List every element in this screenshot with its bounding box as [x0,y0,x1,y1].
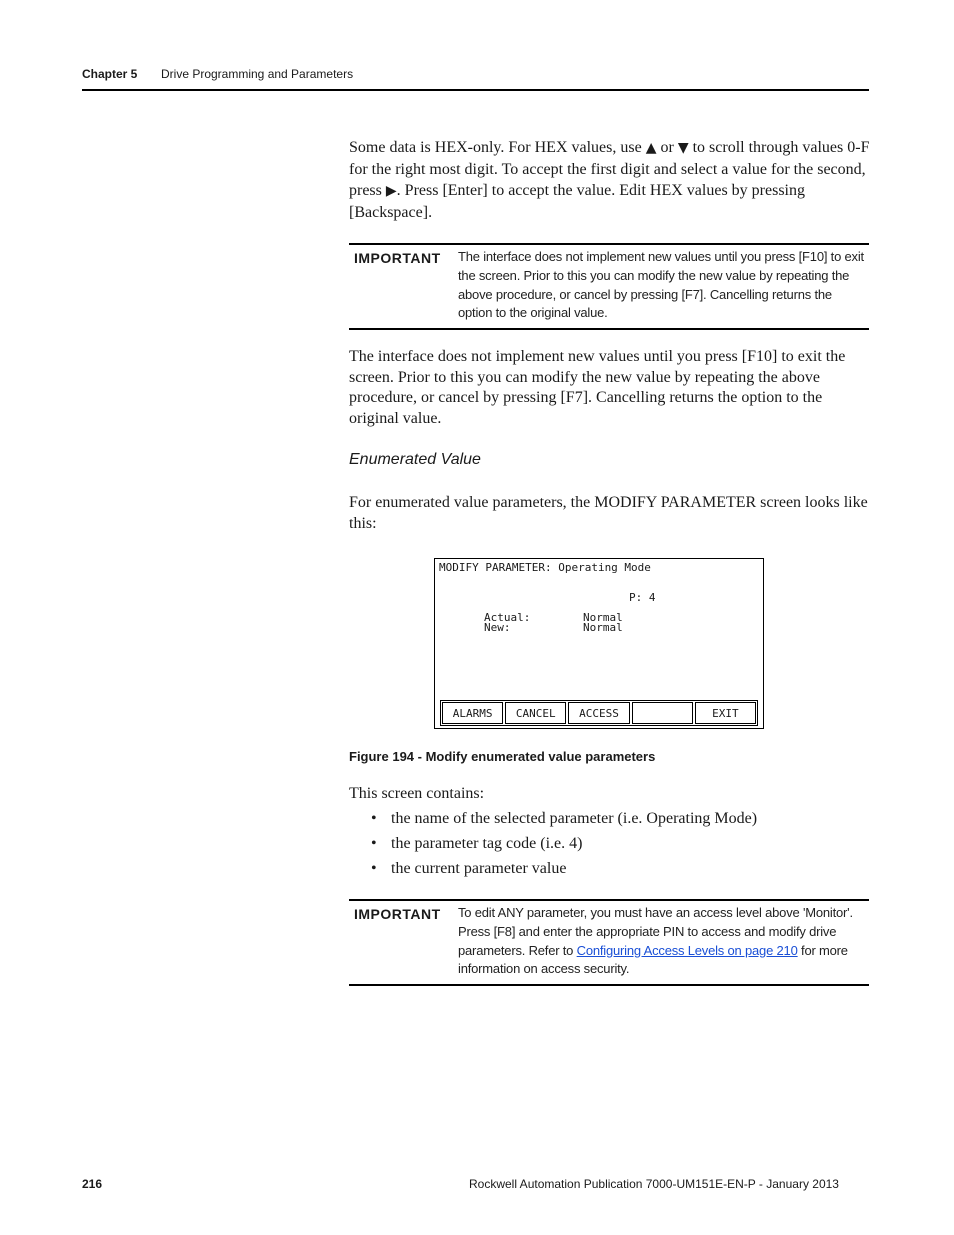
subheading-enumerated-value: Enumerated Value [349,451,481,468]
new-label: New: [484,621,511,634]
screen-title: MODIFY PARAMETER: Operating Mode [439,561,651,574]
paragraph-3-block [349,492,871,534]
paragraph-2-block [349,347,871,429]
important-box-2 [349,899,869,986]
contents-list [349,808,757,883]
list-item [349,858,757,883]
exit-button[interactable]: EXIT [695,702,756,724]
hex-text-3: to scroll through values 0-F for the right most digit. To accept the first digit and select a value for the second, press [349,139,870,199]
bullet-icon: • [371,810,377,827]
contains-intro-block [349,783,871,804]
hex-paragraph [349,137,871,223]
page-header [82,67,869,81]
list-item [349,833,757,858]
paragraph-2: The interface does not implement new values until you press [F10] to exit the screen. Prior to this you can modify the new value by repeating the above procedure, or cancel by pressing [F7]. Cancelling returns the option to the original value. [349,348,846,427]
hex-paragraph-block [349,137,871,223]
important-box-1 [349,243,869,330]
up-arrow-icon: ▲ [645,140,657,156]
list-item-text: the parameter tag code (i.e. 4) [391,835,583,852]
bullet-icon: • [371,860,377,877]
list-item-text: the name of the selected parameter (i.e. Operating Mode) [391,810,758,827]
contains-intro: This screen contains: [349,785,485,802]
header-rule [82,89,869,91]
important-text-after: for more information on access security. [458,942,848,977]
function-key-bar [440,700,758,726]
bullet-icon: • [371,835,377,852]
down-arrow-icon: ▼ [677,140,689,156]
publication-info: Rockwell Automation Publication 7000-UM151E-EN-P - January 2013 [469,1177,839,1191]
blank-function-key[interactable] [632,702,693,724]
important-text: The interface does not implement new values until you press [F10] to exit the screen. Prior to this you can modify the new value by repeating the above procedure, or cancel by pressing [F7]. Cancelling returns the option to the original value. [458,249,864,321]
page-number: 216 [82,1177,103,1191]
right-arrow-icon: ▶ [385,183,397,199]
actual-label: Actual: [484,611,531,624]
alarms-button[interactable]: ALARMS [442,702,503,724]
hex-text-2: or [656,139,678,156]
access-button[interactable]: ACCESS [568,702,629,724]
actual-value: Normal [583,611,623,624]
chapter-label: Chapter 5 [82,67,138,81]
modify-parameter-screen [434,558,764,729]
cancel-button[interactable]: CANCEL [505,702,566,724]
important-text-before: To edit ANY parameter, you must have an access level above 'Monitor'. Press [F8] and enter the appropriate PIN to access and modify drive parameters. Refer to [458,905,853,958]
list-item-text: the current parameter value [391,860,567,877]
access-levels-link[interactable]: Configuring Access Levels on page 210 [576,942,798,958]
new-value: Normal [583,621,623,634]
chapter-title: Drive Programming and Parameters [161,67,354,81]
hex-text-1: Some data is HEX-only. For HEX values, use [349,139,646,156]
paragraph-3: For enumerated value parameters, the MODIFY PARAMETER screen looks like this: [349,494,868,532]
figure-caption: Figure 194 - Modify enumerated value parameters [349,749,656,764]
important-label: IMPORTANT [354,906,441,922]
important-label: IMPORTANT [354,250,441,266]
list-item [349,808,757,833]
param-tag: P: 4 [629,591,656,604]
important-text [458,901,869,985]
hex-text-4: . Press [Enter] to accept the value. Edit HEX values by pressing [Backspace]. [349,182,805,221]
